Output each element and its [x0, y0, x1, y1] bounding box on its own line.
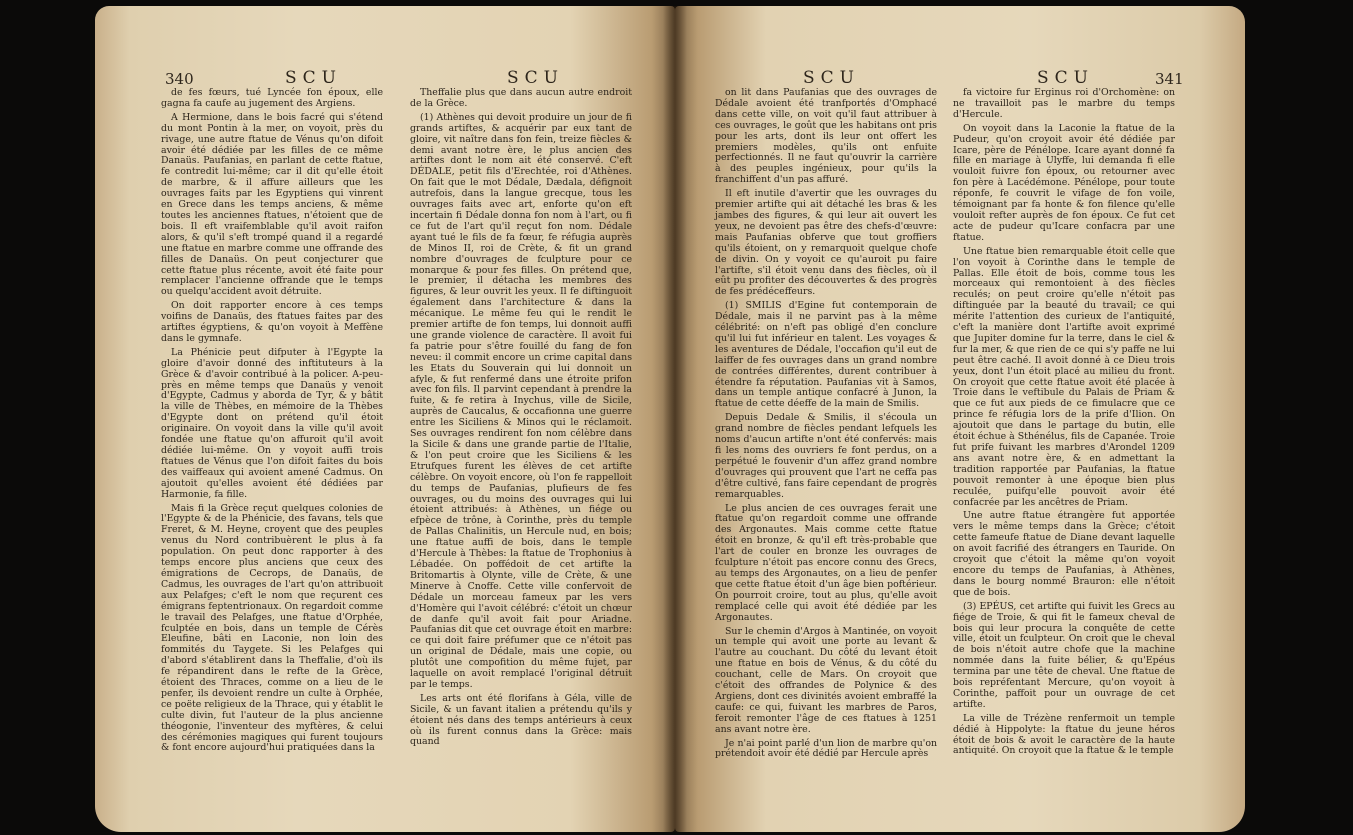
running-head-right-col1: SCU	[803, 68, 860, 88]
paragraph: (1) SMILIS d'Egine fut contemporain de Dédale, mais il ne parvint pas à la même célébrité: on n'eft pas obligé d'en conclure qu'il lui fut inférieur en talent. Les voyages & les aventures de Dédale, l'occafion qu'il eut de laiffer de fes ouvrages dans un grand nombre de contrées différentes, durent contribuer à étendre fa réputation. Paufanias vit à Samos, dans un temple antique confacré à Junon, la ftatue de cette déeffe de la main de Smilis.	[715, 300, 937, 410]
paragraph: La Phénicie peut difputer à l'Egypte la gloire d'avoir donné des inftituteurs à la Grèce & d'avoir contribué à la policer. A-peu-près en même temps que Danaüs y venoit d'Egypte, Cadmus y aborda de Tyr, & y bâtit la ville de Thèbes, en mémoire de la Thèbes d'Egypte dont on prétend qu'il étoit originaire. On voyoit dans la ville qu'il avoit fondée une ftatue qu'on affuroit qu'il avoit dédiée lui-même. On y voyoit auffi trois ftatues de Vénus que l'on difoit faites du bois des vaiffeaux qui avoient amené Cadmus. On ajoutoit qu'elles avoient été dédiées par Harmonie, fa fille.	[161, 346, 383, 500]
paragraph: Les arts ont été florifans à Géla, ville de Sicile, & un favant italien a prétendu qu'ils y étoient nés dans des temps antérieurs à ceux où ils furent connus dans la Grèce: mais quand	[410, 692, 632, 748]
paragraph: Depuis Dedale & Smilis, il s'écoula un grand nombre de fiècles pendant lefquels les noms d'aucun artifte n'ont été confervés: mais fi les noms des ouvriers fe font perdus, on a perpétué le fouvenir d'un affez grand nombre d'ouvrages qui prouvent que l'art ne ceffa pas d'être cultivé, fans faire cependant de progrès remarquables.	[715, 412, 937, 500]
paragraph: Sur le chemin d'Argos à Mantinée, on voyoit un temple qui avoit une porte au levant & l'autre au couchant. Du côté du levant étoit une ftatue en bois de Vénus, & du côté du couchant, celle de Mars. On croyoit que c'étoit des offrandes de Polynice & des Argiens, dont ces divinités avoient embraffé la caufe: ce qui, fuivant les marbres de Paros, feroit remonter l'âge de ces ftatues à 1251 ans avant notre ère.	[715, 625, 937, 735]
left-page-column-1	[161, 88, 383, 757]
running-head-left-col2: SCU	[507, 68, 564, 88]
paragraph: de fes fœurs, tué Lyncée fon époux, elle gagna fa caufe au jugement des Argiens.	[161, 87, 383, 109]
left-page-column-2	[410, 88, 632, 751]
paragraph: Theffalie plus que dans aucun autre endroit de la Grèce.	[410, 87, 632, 109]
paragraph: Je n'ai point parlé d'un lion de marbre qu'on prétendoit avoir été dédié par Hercule après	[715, 737, 937, 760]
paragraph: Une ftatue bien remarquable étoit celle que l'on voyoit à Corinthe dans le temple de Pallas. Elle étoit de bois, comme tous les morceaux qui remontoient à des fiècles reculés; on peut croire qu'elle n'étoit pas diftinguée par la beauté du travail; ce qui mérite l'attention des curieux de l'antiquité, c'eft la manière dont l'artifte avoit exprimé que Jupiter domine fur la terre, dans le ciel & fur la mer, & que rien de ce qui s'y paffe ne lui peut être caché. Il avoit donné à ce Dieu trois yeux, dont l'un étoit placé au milieu du front. On croyoit que cette ftatue avoit été placée à Troie dans le veftibule du Palais de Priam & que ce fut aux pieds de ce fimulacre que ce prince fe réfugia lors de la prife d'Ilion. On ajoutoit que dans le partage du butin, elle étoit échue à Sthénélus, fils de Capanée. Troie fut prife fuivant les marbres d'Arondel 1209 ans avant notre ère, & en admettant la tradition rapportée par Paufanias, la ftatue pouvoit remonter à une époque bien plus reculée, puifqu'elle pouvoit avoir été confacrée par les ancêtres de Priam.	[953, 245, 1175, 508]
page-number-right: 341	[1155, 70, 1184, 88]
open-book	[95, 6, 1245, 832]
paragraph: La ville de Trézène renfermoit un temple dédié à Hippolyte: la ftatue du jeune héros étoit de bois & avoit le caractère de la haute antiquité. On croyoit que la ftatue & le temple	[953, 712, 1175, 757]
paragraph: fa victoire fur Erginus roi d'Orchomène: on ne travailloit pas le marbre du temps d'Hercule.	[953, 87, 1175, 120]
paragraph: On voyoit dans la Laconie la ftatue de la Pudeur, qu'on croyoit avoir été dédiée par Icare, père de Pénélope. Icare ayant donné fa fille en mariage à Ulyffe, lui demanda fi elle vouloit fuivre fon époux, ou retourner avec fon père à Lacédémone. Pénélope, pour toute réponfe, fe couvrit le vifage de fon voile, témoignant par fa honte & fon filence qu'elle vouloit refter auprès de fon époux. Ce fut cet acte de pudeur qu'Icare confacra par une ftatue.	[953, 122, 1175, 243]
right-page-column-1	[715, 88, 937, 763]
paragraph: Il eft inutile d'avertir que les ouvrages du premier artifte qui ait détaché les bras & les jambes des figures, & qui leur ait ouvert les yeux, ne devoient pas être des chefs-d'œuvre: mais Paufanias obferve que tout groffiers qu'ils étoient, on y remarquoit quelque chofe de divin. On y voyoit ce qu'auroit pu faire l'artifte, s'il étoit venu dans des fiècles, où il eût pu profiter des découvertes & des progrès de fes prédéceffeurs.	[715, 188, 937, 298]
right-page-column-2	[953, 88, 1175, 760]
paragraph: (1) Athènes qui devoit produire un jour de fi grands artiftes, & acquérir par eux tant de gloire, vit naître dans fon fein, treize fiècles & demi avant notre ère, le plus ancien des artiftes dont le nom ait été conservé. C'eft DÉDALE, petit fils d'Erechtée, roi d'Athènes. On fait que le mot Dédale, Dædala, défignoit autrefois, dans la langue grecque, tous les ouvrages faits avec art, enforte qu'on eft incertain fi Dédale donna fon nom à l'art, ou fi ce fut de l'art qu'il reçut fon nom. Dédale ayant tué le fils de fa fœur, fe réfugia auprès de Minos II, roi de Crète, & fit un grand nombre d'ouvrages de fculpture pour ce monarque & pour fes filles. On prétend que, le premier, il détacha les membres des figures, & leur ouvrit les yeux. Il fe diftinguoit également dans l'architecture & dans la mécanique. Le même feu qui le rendit le premier artifte de fon temps, lui donnoit auffi une grande violence de caractère. Il avoit fui fa patrie pour s'être fouillé du fang de fon neveu: il commit encore un crime capital dans les Etats du Souverain qui lui donnoit un afyle, & fut renfermé dans une étroite prifon avec fon fils. Il parvint cependant à prendre la fuite, & fe retira à Inychus, ville de Sicile, auprès de Caucalus, & occafionna une guerre entre les Siciliens & Minos qui le réclamoit. Ses ouvrages rendirent fon nom célèbre dans la Sicile & dans une grande partie de l'Italie, & l'on peut croire que les Siciliens & les Etrufques furent les élèves de cet artifte célèbre. On voyoit encore, où l'on fe rappelloit du temps de Paufanias, plufieurs de fes ouvrages, ou du moins des ouvrages qui lui étoient attribués: à Athènes, un fiége ou efpèce de trône, à Corinthe, près du temple de Pallas Chalinitis, un Hercule nud, en bois; une ftatue auffi de bois, dans le temple d'Hercule à Thèbes: la ftatue de Trophonius à Lébadée. On poffédoit de cet artifte la Britomartis à Olynte, ville de Crète, & une Minerve à Cnoffe. Cette ville confervoit de Dédale un morceau fameux par les vers d'Homère qui l'avoit célébré: c'étoit un chœur de danfe qu'il avoit fait pour Ariadne. Paufanias dit que cet ouvrage étoit en marbre: ce qui doit faire préfumer que ce n'étoit pas un original de Dédale, mais une copie, ou plutôt une compofition du même fujet, par laquelle on avoit remplacé l'original détruit par le temps.	[410, 111, 632, 690]
paragraph: A Hermione, dans le bois facré qui s'étend du mont Pontin à la mer, on voyoit, près du rivage, une autre ftatue de Vénus qu'on difoit avoir été dédiée par les filles de ce même Danaüs. Paufanias, en parlant de cette ftatue, fe contredit lui-même; car il dit qu'elle étoit de marbre, & il affure ailleurs que les ouvrages faits par les Egyptiens qui vinrent en Grece dans les temps anciens, & même toutes les anciennes ftatues, n'étoient que de bois. Il eft vraifemblable qu'il avoit raifon alors, & qu'il s'eft trompé quand il a regardé une ftatue en marbre comme une offrande des filles de Danaüs. On peut conjecturer que cette ftatue plus récente, avoit été faite pour remplacer l'ancienne offrande que le temps ou quelqu'accident avoit détruite.	[161, 111, 383, 298]
paragraph: Une autre ftatue étrangère fut apportée vers le même temps dans la Grèce; c'étoit cette fameufe ftatue de Diane devant laquelle on avoit facrifié des étrangers en Tauride. On croyoit que c'étoit la même qu'on voyoit encore du temps de Paufanias, à Athènes, dans le bourg nommé Brauron: elle n'étoit que de bois.	[953, 510, 1175, 598]
running-head-right-col2: SCU	[1037, 68, 1094, 88]
paragraph: Le plus ancien de ces ouvrages ferait une ftatue qu'on regardoit comme une offrande des Argonautes. Mais comme cette ftatue étoit en bronze, & qu'il eft très-probable que l'art de couler en bronze les ouvrages de fculpture n'étoit pas encore connu des Grecs, au temps des Argonautes, on a lieu de penfer que cette ftatue étoit d'un âge bien poftérieur. On pourroit croire, tout au plus, qu'elle avoit remplacé celle qui avoit été dédiée par les Argonautes.	[715, 502, 937, 623]
left-page	[95, 6, 675, 832]
paragraph: (3) EPÉUS, cet artifte qui fuivit les Grecs au fiége de Troie, & qui fit le fameux cheval de bois qui leur procura la conquête de cette ville, étoit un fculpteur. On croit que le cheval de bois n'étoit autre chofe que la machine nommée dans la fuite bélier, & qu'Epéus termina par une tête de cheval. Une ftatue de bois repréfentant Mercure, qu'on voyoit à Corinthe, paffoit pour un ouvrage de cet artifte.	[953, 600, 1175, 710]
page-number-left: 340	[165, 70, 194, 88]
right-page	[675, 6, 1245, 832]
paragraph: Mais fi la Grèce reçut quelques colonies de l'Egypte & de la Phénicie, des favans, tels que Freret, & M. Heyne, croyent que des peuples venus du Nord contribuèrent le plus à fa population. On peut donc rapporter à des temps encore plus anciens que ceux des émigrations de Cecrops, de Danaüs, de Cadmus, les ouvrages de l'art qu'on attribuoit aux Pelafges; c'eft le nom que reçurent ces émigrans feptentrionaux. On regardoit comme le travail des Pelafges, une ftatue d'Orphée, fculptée en bois, dans un temple de Cérès Eleufine, bâti en Laconie, non loin des fommités du Taygete. Si les Pelafges qui d'abord s'établirent dans la Theffalie, d'où ils fe répandirent dans le refte de la Grèce, étoient des Thraces, comme on a lieu de le penfer, ils devoient rendre un culte à Orphée, ce poëte religieux de la Thrace, qui y établit le culte divin, fut l'auteur de la plus ancienne théogonie, l'inventeur des myftères, & celui des cérémonies magiques qui furent toujours & font encore aujourd'hui pratiquées dans la	[161, 502, 383, 754]
running-head-left-col1: SCU	[285, 68, 342, 88]
paragraph: On doit rapporter encore à ces temps voifins de Danaüs, des ftatues faites par des artiftes égyptiens, & qu'on voyoit à Meffène dans le gymnafe.	[161, 300, 383, 344]
paragraph: on lit dans Paufanias que des ouvrages de Dédale avoient été tranfportés d'Omphacé dans cette ville, on voit qu'il faut attribuer à ces ouvrages, le goût que les habitans ont pris pour les arts, dont ils leur ont offert les premiers modèles, qu'ils ont enfuite perfectionnés. Il ne faut qu'ouvrir la carrière à des peuples ingénieux, pour qu'ils la franchiffent d'un pas affuré.	[715, 87, 937, 186]
